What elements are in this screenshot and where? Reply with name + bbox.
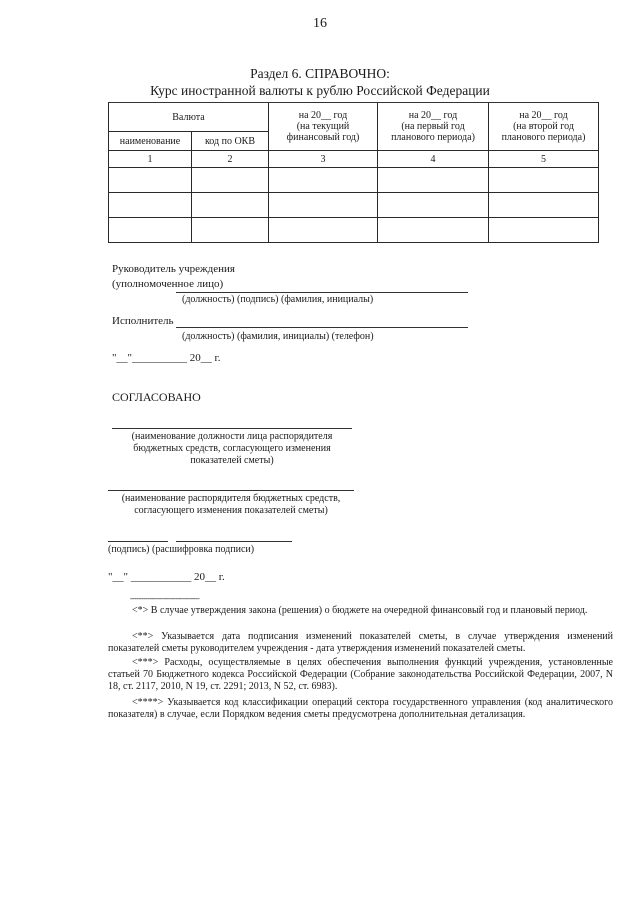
agreed-manager-caption: (наименование распорядителя бюджетных средств, согласующего изменения показателей сметы) xyxy=(121,493,341,516)
footnote-3: <***> Расходы, осуществляемые в целях обеспечения выполнения функций учреждения, установленные статьей 70 Бюджетного кодекса Российской Федерации (Собрание законодательства Российской Федерации, 2007, N 18, ст. 2117, 2010, N 19, ст. 2291; 2013, N 52, ст. 6983). xyxy=(108,657,613,692)
currency-table xyxy=(108,102,599,243)
footnote-2: <**> Указывается дата подписания изменений показателей сметы, в случае утверждения изменений показателей сметы руководителем учреждения - дата утверждения изменений показателей сметы. xyxy=(108,631,613,654)
header-currency-code: код по ОКВ xyxy=(192,132,269,151)
head-signature-caption: (должность) (подпись) (фамилия, инициалы) xyxy=(182,294,374,305)
date-line-1: "__"__________ 20__ г. xyxy=(112,352,221,364)
table-row xyxy=(109,168,599,193)
head-label-2: (уполномоченное лицо) xyxy=(112,278,224,290)
executor-signature-caption: (должность) (фамилия, инициалы) (телефон) xyxy=(182,331,374,342)
executor-signature-line xyxy=(176,327,468,328)
agreed-sign-caption: (подпись) (расшифровка подписи) xyxy=(108,544,255,555)
table-row xyxy=(109,218,599,243)
header-year-first-plan: на 20__ год (на первый год планового периода) xyxy=(378,103,489,151)
col-number: 4 xyxy=(378,151,489,168)
footnote-separator: -------------------------------- xyxy=(130,594,200,603)
agreed-title: СОГЛАСОВАНО xyxy=(112,390,201,404)
section-subtitle: Курс иностранной валюты к рублю Российской Федерации xyxy=(150,83,490,98)
agreed-decode-line xyxy=(176,541,292,542)
col-number: 2 xyxy=(192,151,269,168)
agreed-position-caption: (наименование должности лица распорядителя бюджетных средств, согласующего изменения показателей сметы) xyxy=(131,431,333,466)
section-title: Раздел 6. СПРАВОЧНО: xyxy=(250,66,390,81)
col-number: 1 xyxy=(109,151,192,168)
col-number: 5 xyxy=(489,151,599,168)
agreed-sign-line xyxy=(108,541,168,542)
agreed-manager-line xyxy=(108,490,354,491)
head-label-1: Руководитель учреждения xyxy=(112,263,235,275)
footnote-1: <*> В случае утверждения закона (решения) о бюджете на очередной финансовый год и плановый период. xyxy=(132,605,588,616)
table-row xyxy=(109,193,599,218)
header-year-second-plan: на 20__ год (на второй год планового периода) xyxy=(489,103,599,151)
date-line-2: "__" ___________ 20__ г. xyxy=(108,571,225,583)
currency-group-header: Валюта xyxy=(109,103,269,132)
page-number: 16 xyxy=(313,16,327,31)
agreed-position-line xyxy=(112,428,352,429)
head-signature-line xyxy=(176,292,468,293)
col-number: 3 xyxy=(269,151,378,168)
header-currency-name: наименование xyxy=(109,132,192,151)
table-top-rule xyxy=(108,102,598,103)
header-year-current: на 20__ год (на текущий финансовый год) xyxy=(269,103,378,151)
executor-label: Исполнитель xyxy=(112,315,174,327)
footnote-4: <****> Указывается код классификации операций сектора государственного управления (код аналитического показателя) в случае, если Порядком ведения сметы предусмотрена дополнительная детализация. xyxy=(108,697,613,720)
